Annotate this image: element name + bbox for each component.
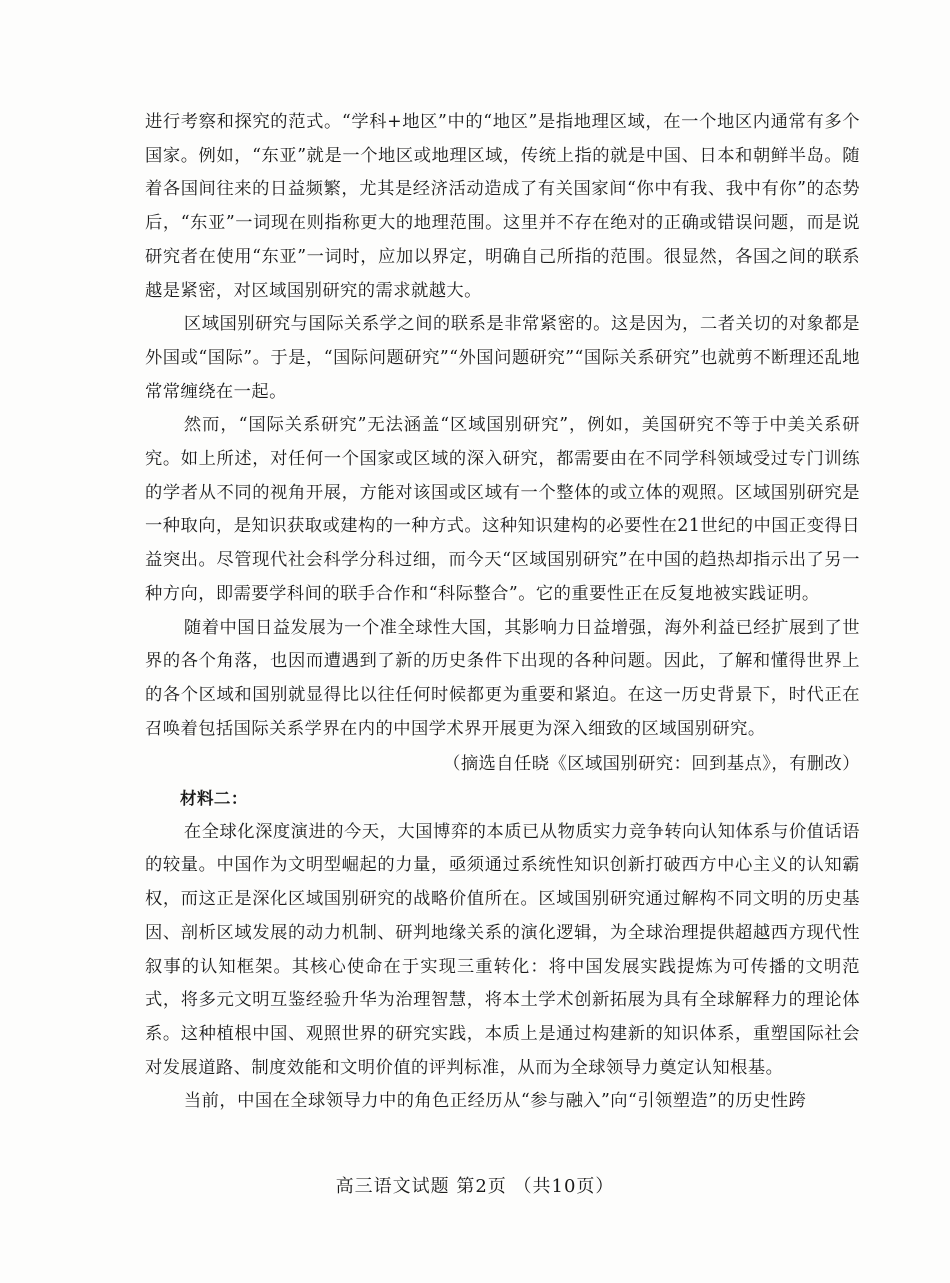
paragraph-3: 然而，“国际关系研究”无法涵盖“区域国别研究”，例如，美国研究不等于中美关系研究。如上所述，对任何一个国家或区域的深入研究，都需要由在不同学科领域受过专门训练的学者从不同的视角开展，方能对该国或区域有一个整体的或立体的观照。区域国别研究是一种取向，是知识获取或建构的一种方式。这种知识建构的必要性在21世纪的中国正变得日益突出。尽管现代社会科学分科过细，而今天“区域国别研究”在中国的趋热却指示出了另一种方向，即需要学科间的联手合作和“科际整合”。它的重要性正在反复地被实践证明。 [145, 415, 860, 604]
paragraph-6: 当前，中国在全球领导力中的角色正经历从“参与融入”向“引领塑造”的历史性跨 [183, 1091, 807, 1112]
paragraph-5: 在全球化深度演进的今天，大国博弈的本质已从物质实力竞争转向认知体系与价值话语的较量。中国作为文明型崛起的力量，亟须通过系统性知识创新打破西方中心主义的认知霸权，而这正是深化区域国别研究的战略价值所在。区域国别研究通过解构不同文明的历史基因、剖析区域发展的动力机制、研判地缘关系的演化逻辑，为全球治理提供超越西方现代性叙事的认知框架。其核心使命在于实现三重转化：将中国发展实践提炼为可传播的文明范式，将多元文明互鉴经验升华为治理智慧，将本土学术创新拓展为具有全球解释力的理论体系。这种植根中国、观照世界的研究实践，本质上是通过构建新的知识体系，重塑国际社会对发展道路、制度效能和文明价值的评判标准，从而为全球领导力奠定认知根基。 [145, 821, 860, 1078]
page-footer: 高三语文试题 第2页 （共10页） [335, 1176, 615, 1197]
paragraph-2: 区域国别研究与国际关系学之间的联系是非常紧密的。这是因为，二者关切的对象都是外国或“国际”。于是，“国际问题研究”“外国问题研究”“国际关系研究”也就剪不断理还乱地常常缠绕在一起。 [145, 314, 860, 402]
passage-material-one [145, 106, 860, 1119]
paragraph-4: 随着中国日益发展为一个准全球性大国，其影响力日益增强，海外利益已经扩展到了世界的各个角落，也因而遭遇到了新的历史条件下出现的各种问题。因此，了解和懂得世界上的各个区域和国别就显得比以往任何时候都更为重要和紧迫。在这一历史背景下，时代正在召唤着包括国际关系学界在内的中国学术界开展更为深入细致的区域国别研究。 [145, 617, 860, 739]
paragraph-continuation: 进行考察和探究的范式。“学科+地区”中的“地区”是指地理区域，在一个地区内通常有多个国家。例如，“东亚”就是一个地区或地理区域，传统上指的就是中国、日本和朝鲜半岛。随着各国间往来的日益频繁，尤其是经济活动造成了有关国家间“你中有我、我中有你”的态势后，“东亚”一词现在则指称更大的地理范围。这里并不存在绝对的正确或错误问题，而是说研究者在使用“东亚”一词时，应加以界定，明确自己所指的范围。很显然，各国之间的联系越是紧密，对区域国别研究的需求就越大。 [145, 112, 860, 301]
source-citation: （摘选自任晓《区域国别研究：回到基点》，有删改） [443, 754, 860, 775]
material-two-heading: 材料二： [180, 789, 248, 809]
